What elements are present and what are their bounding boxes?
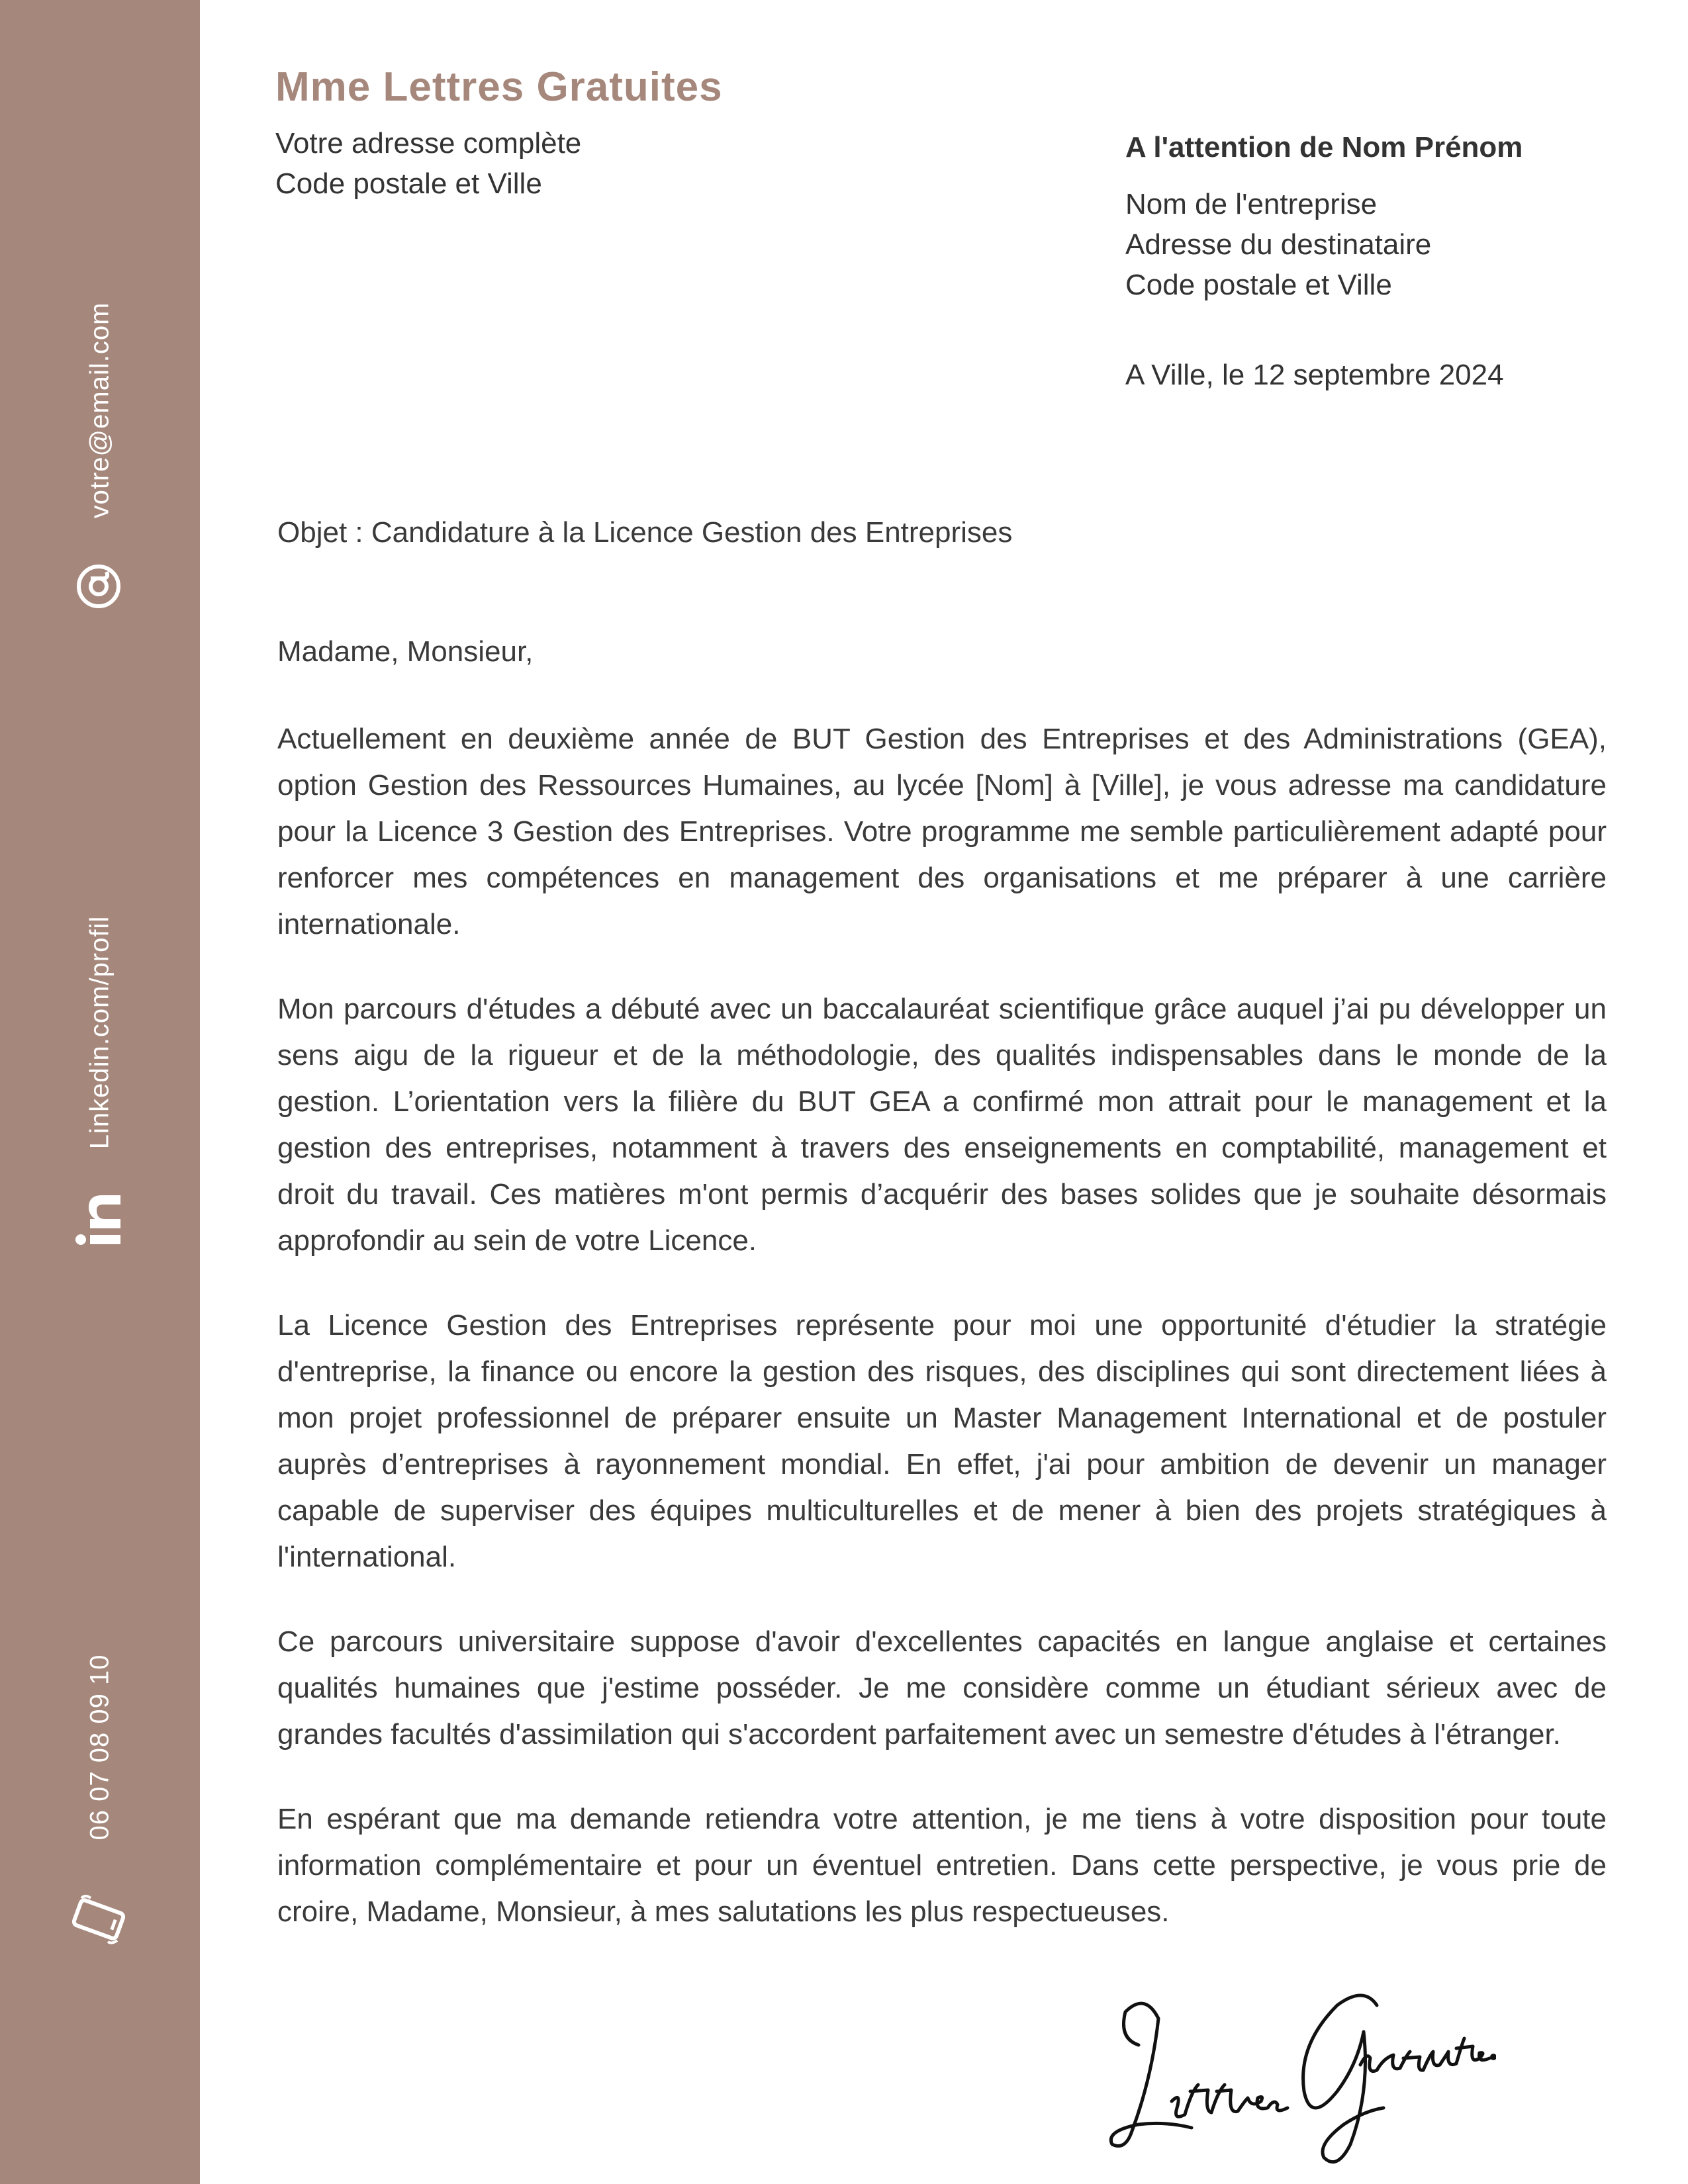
letter-subject: Objet : Candidature à la Licence Gestion des Entreprises [277,516,1013,549]
sidebar-phone[interactable]: 06 07 08 09 10 [85,1654,115,1841]
handwritten-signature [1099,1959,1496,2177]
sender-address: Votre adresse complète [275,127,582,159]
letter-paragraph-5: En espérant que ma demande retiendra votre attention, je me tiens à votre disposition pour toute information complémentaire et pour un éventuel entretien. Dans cette perspective, je vous prie de croire, Madame, Monsieur, à mes salutations les plus respectueuses. [277,1803,1607,1928]
sender-city: Code postale et Ville [275,167,542,200]
letter-paragraph-1: Actuellement en deuxième année de BUT Gestion des Entreprises et des Administrations (GEA), option Gestion des Ressources Humaines, au lycée [Nom] à [Ville], je vous adresse ma candidature pour la Licence 3 Gestion des Entreprises. Votre programme me semble particulièrement adapté pour renforcer mes compétences en management des organisations et me préparer à une carrière internationale. [277,723,1607,940]
letter-date: A Ville, le 12 septembre 2024 [1125,359,1504,391]
linkedin-icon [75,1193,124,1246]
contact-sidebar [0,0,200,2184]
sidebar-email[interactable]: votre@email.com [85,302,115,519]
sender-name: Mme Lettres Gratuites [275,64,723,110]
sidebar-linkedin[interactable]: Linkedin.com/profil [85,915,115,1150]
recipient-address: Adresse du destinataire [1125,228,1432,261]
recipient-city: Code postale et Ville [1125,269,1392,301]
letter-salutation: Madame, Monsieur, [277,635,534,668]
letter-paragraph-2: Mon parcours d'études a débuté avec un baccalauréat scientifique grâce auquel j’ai pu développer un sens aigu de la rigueur et de la méthodologie, des qualités indispensables dans le monde de la gestion. L’orientation vers la filière du BUT GEA a confirmé mon attrait pour le management et la gestion des entreprises, notamment à travers des enseignements en comptabilité, management et droit du travail. Ces matières m'ont permis d’acquérir des bases solides que je souhaite désormais approfondir au sein de votre Licence. [277,993,1607,1257]
letter-paragraph-4: Ce parcours universitaire suppose d'avoir d'excellentes capacités en langue anglaise et certaines qualités humaines que j'estime posséder. Je me considère comme un étudiant sérieux avec de grandes facultés d'assimilation qui s'accordent parfaitement avec un semestre d'études à l'étranger. [277,1625,1607,1751]
recipient-attention: A l'attention de Nom Prénom [1125,131,1523,163]
at-icon [75,563,125,610]
phone-icon [71,1891,129,1947]
recipient-company: Nom de l'entreprise [1125,188,1378,220]
letter-paragraph-3: La Licence Gestion des Entreprises représente pour moi une opportunité d'étudier la stratégie d'entreprise, la finance ou encore la gestion des risques, des disciplines qui sont directement liées à mon projet professionnel de préparer ensuite un Master Management International et de postuler auprès d’entreprises à rayonnement mondial. En effet, j'ai pour ambition de devenir un manager capable de superviser des équipes multiculturelles et de mener à bien des projets stratégiques à l'international. [277,1309,1607,1573]
